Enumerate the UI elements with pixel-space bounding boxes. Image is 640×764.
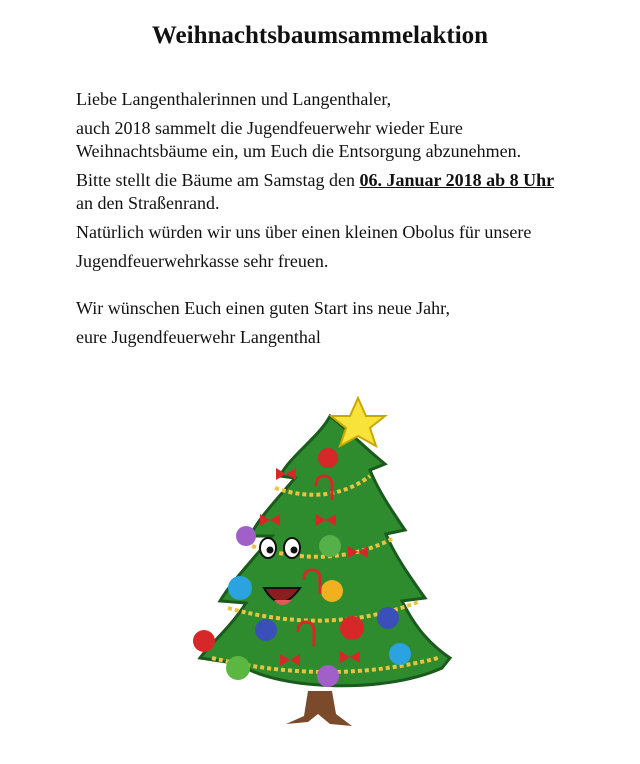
greeting: Liebe Langenthalerinnen und Langenthaler, — [76, 89, 392, 109]
closing-signature: eure Jugendfeuerwehr Langenthal — [76, 327, 321, 347]
collection-date: 06. Januar 2018 ab 8 Uhr — [359, 170, 555, 190]
christmas-tree-icon — [180, 396, 470, 736]
letter-body — [76, 88, 566, 355]
paragraph-donation: Natürlich würden wir uns über einen kleinen Obolus für unsere — [76, 222, 532, 242]
paragraph-collection: auch 2018 sammelt die Jugendfeuerwehr wieder Eure Weihnachtsbäume ein, um Euch die Entsorgung abzunehmen. — [76, 118, 522, 161]
page-title: Weihnachtsbaumsammelaktion — [151, 22, 489, 49]
christmas-tree-illustration — [180, 396, 470, 736]
closing-wish: Wir wünschen Euch einen guten Start ins neue Jahr, — [76, 298, 450, 318]
date-text-after: an den Straßenrand. — [76, 193, 220, 213]
paragraph-donation-cont: Jugendfeuerwehrkasse sehr freuen. — [76, 251, 329, 271]
tree-trunk — [286, 691, 352, 726]
date-text-before: Bitte stellt die Bäume am Samstag den — [76, 170, 360, 190]
paragraph-date — [76, 169, 566, 215]
